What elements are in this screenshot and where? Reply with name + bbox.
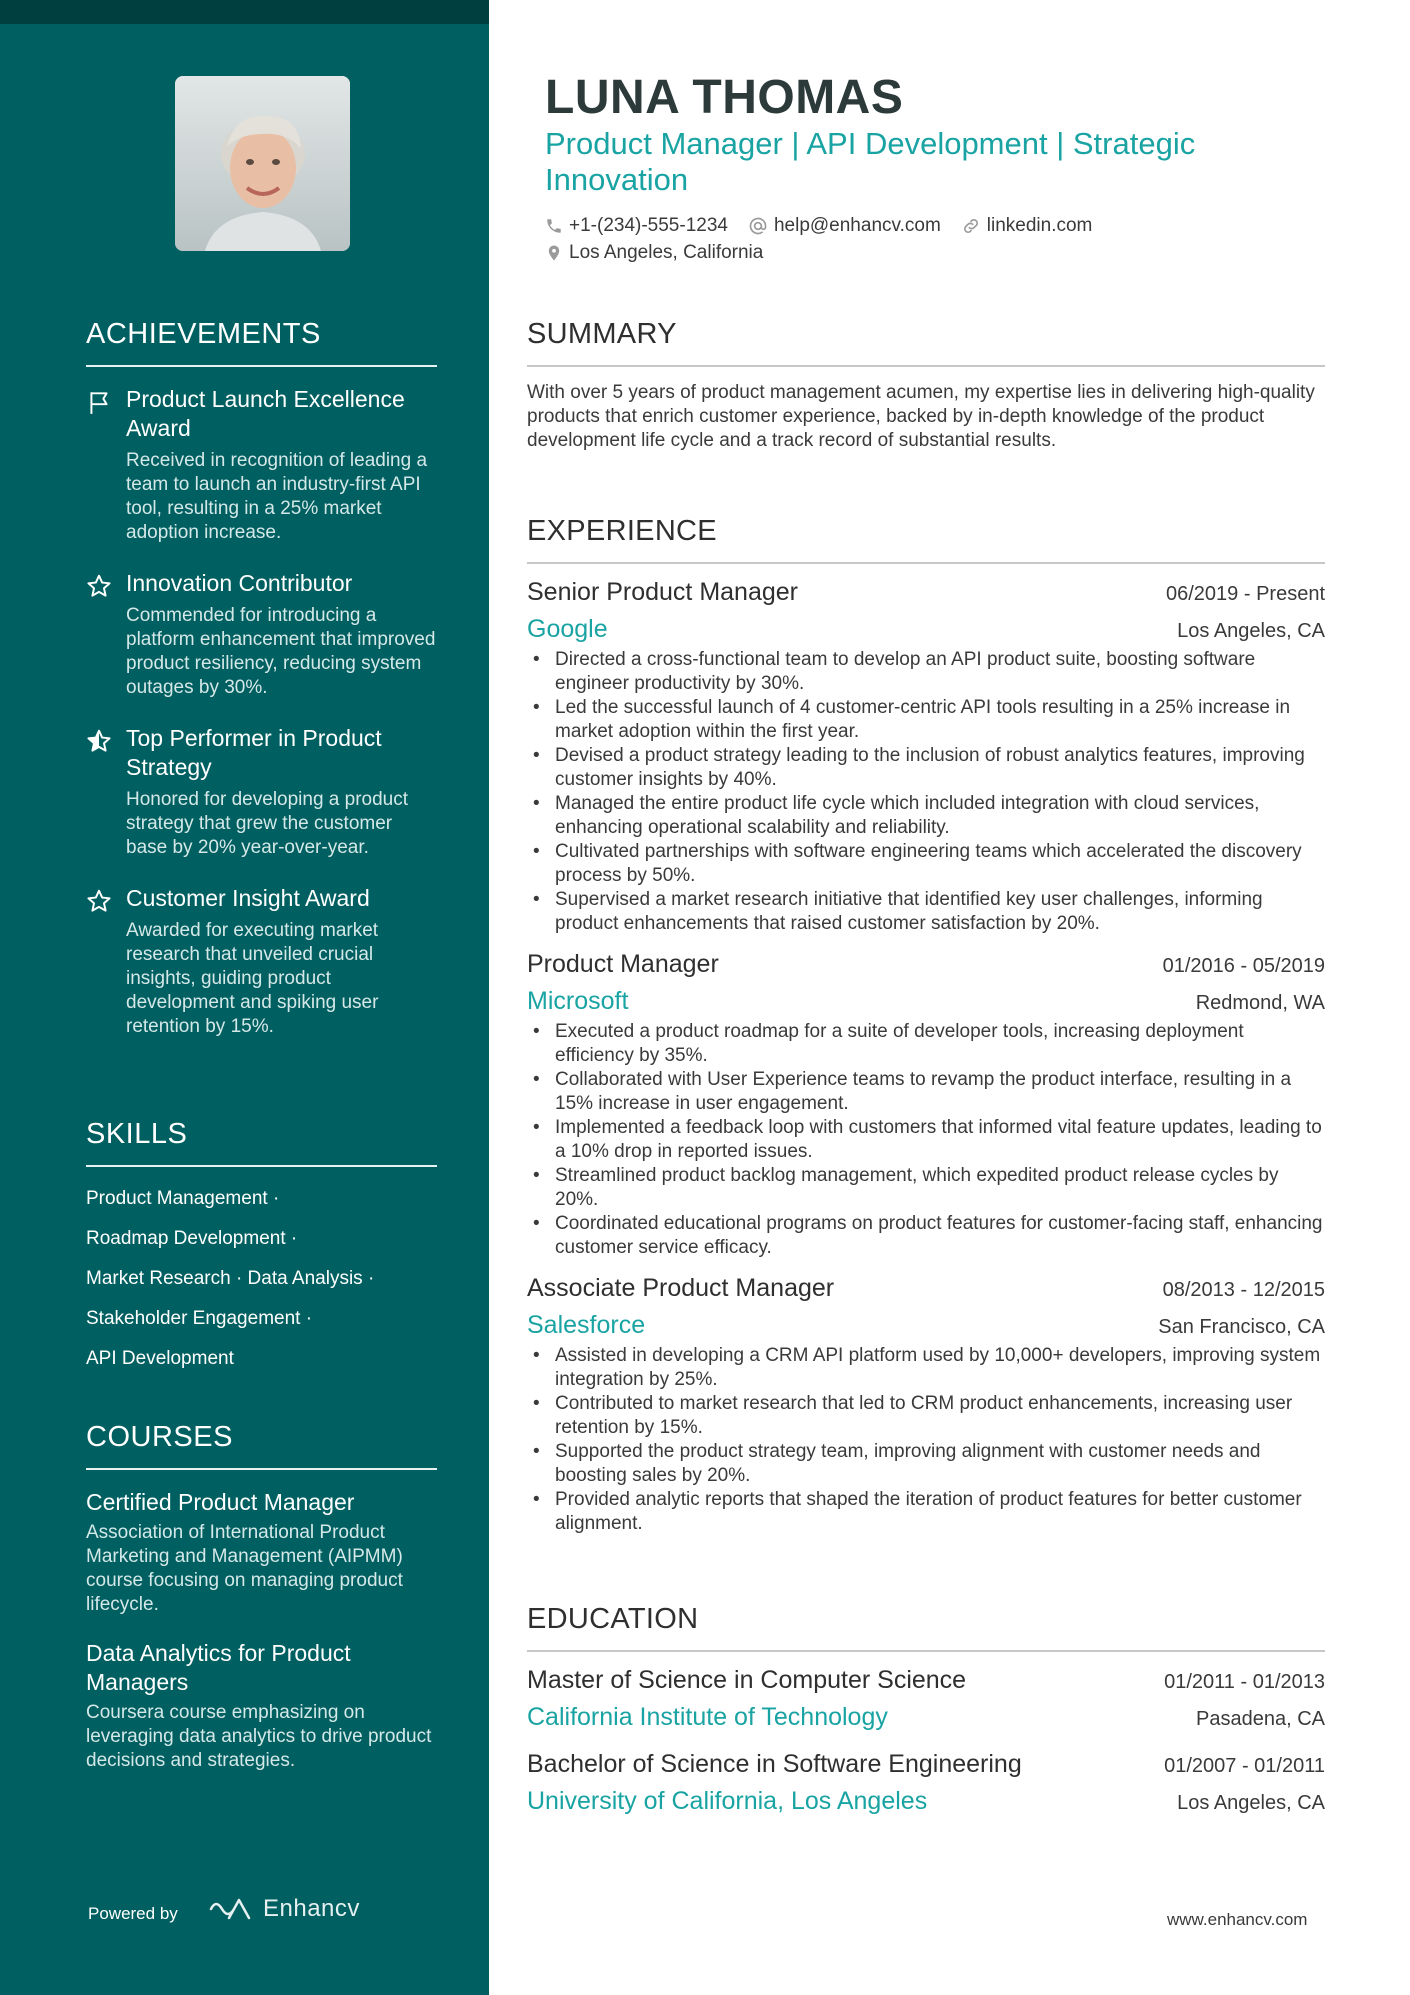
contact-row-1 <box>545 215 1112 237</box>
at-icon <box>748 216 768 236</box>
enhancv-logo-icon <box>207 1896 253 1922</box>
achievement-title: Top Performer in Product Strategy <box>126 725 382 780</box>
achievements-section <box>86 318 437 1063</box>
education-entry <box>527 1666 1325 1732</box>
contact-linkedin[interactable] <box>961 215 1093 237</box>
skill-item: Market Research · Data Analysis · <box>86 1268 375 1289</box>
achievement-title: Customer Insight Award <box>126 885 370 911</box>
contact-phone[interactable] <box>545 215 728 237</box>
job-company: Salesforce <box>527 1311 646 1339</box>
job-location: Los Angeles, CA <box>1177 620 1325 642</box>
education-location: Los Angeles, CA <box>1177 1792 1325 1814</box>
achievement-title: Product Launch Excellence Award <box>126 386 405 441</box>
skill-item: Product Management · <box>86 1188 280 1209</box>
course-description: Association of International Product Marketing and Management (AIPMM) course focusing on managing product lifecycle. <box>86 1522 403 1615</box>
job-title: Product Manager <box>527 950 719 978</box>
achievement-description: Honored for developing a product strategy that grew the customer base by 20% year-over-year. <box>126 789 409 858</box>
sidebar <box>0 0 489 1995</box>
job-bullet: • Streamlined product backlog management, which expedited product release cycles by 20%. <box>527 1164 1325 1212</box>
powered-by-label: Powered by <box>88 1904 178 1923</box>
email-text: help@enhancv.com <box>773 215 941 236</box>
skills-heading: SKILLS <box>86 1118 437 1167</box>
job-bullet: • Devised a product strategy leading to the inclusion of robust analytics features, improving customer insights by 40%. <box>527 744 1325 792</box>
job-company: Microsoft <box>527 987 629 1015</box>
job-title: Senior Product Manager <box>527 578 798 606</box>
job-company-row <box>527 615 1325 644</box>
education-section <box>527 1603 1325 1834</box>
course-item <box>86 1488 437 1617</box>
achievement-item <box>86 884 437 1039</box>
half-star-icon <box>86 728 112 754</box>
achievements-list <box>86 385 437 1039</box>
summary-heading: SUMMARY <box>527 318 1325 367</box>
job-bullet: • Supervised a market research initiative that identified key user challenges, informing product enhancements that raised customer satisfaction by 20%. <box>527 888 1325 936</box>
sidebar-top-bar <box>0 0 489 24</box>
education-header-row <box>527 1666 1325 1695</box>
course-title: Certified Product Manager <box>86 1489 355 1515</box>
education-school-row <box>527 1787 1325 1816</box>
job-bullet: • Assisted in developing a CRM API platform used by 10,000+ developers, improving system integration by 25%. <box>527 1344 1325 1392</box>
achievement-title: Innovation Contributor <box>126 570 353 596</box>
job-company: Google <box>527 615 608 643</box>
enhancv-brand-name: Enhancv <box>263 1895 360 1922</box>
job-entry <box>527 1274 1325 1536</box>
experience-section <box>527 515 1325 1550</box>
flag-icon <box>86 389 112 415</box>
education-dates: 01/2007 - 01/2011 <box>1164 1755 1325 1777</box>
job-header-row <box>527 1274 1325 1303</box>
job-bullet: • Managed the entire product life cycle which included integration with cloud services, enhancing operational scalability and reliability. <box>527 792 1325 840</box>
courses-list <box>86 1488 437 1773</box>
skill-item: Stakeholder Engagement · <box>86 1308 313 1329</box>
contact-location <box>545 242 763 264</box>
job-bullet: • Coordinated educational programs on product features for customer-facing staff, enhancing customer service efficacy. <box>527 1212 1325 1260</box>
enhancv-brand[interactable] <box>207 1895 360 1923</box>
education-dates: 01/2011 - 01/2013 <box>1164 1671 1325 1693</box>
phone-text: +1-(234)-555-1234 <box>569 215 728 236</box>
job-entry <box>527 950 1325 1260</box>
education-degree: Bachelor of Science in Software Engineering <box>527 1750 1022 1778</box>
job-bullet: • Supported the product strategy team, improving alignment with customer needs and boosting sales by 20%. <box>527 1440 1325 1488</box>
education-header-row <box>527 1750 1325 1779</box>
education-heading: EDUCATION <box>527 1603 1325 1652</box>
education-entry <box>527 1750 1325 1816</box>
location-text: Los Angeles, California <box>569 242 764 263</box>
education-school-row <box>527 1703 1325 1732</box>
job-bullet: • Provided analytic reports that shaped the iteration of product features for better customer alignment. <box>527 1488 1325 1536</box>
star-icon <box>86 573 112 599</box>
job-bullet: • Implemented a feedback loop with customers that informed vital feature updates, leading to a 10% drop in reported issues. <box>527 1116 1325 1164</box>
courses-section <box>86 1421 437 1795</box>
job-title: Associate Product Manager <box>527 1274 835 1302</box>
job-dates: 08/2013 - 12/2015 <box>1162 1279 1325 1301</box>
education-degree: Master of Science in Computer Science <box>527 1666 967 1694</box>
achievement-item <box>86 385 437 545</box>
courses-heading: COURSES <box>86 1421 437 1470</box>
job-company-row <box>527 1311 1325 1340</box>
job-location: San Francisco, CA <box>1158 1316 1325 1338</box>
job-location: Redmond, WA <box>1195 992 1325 1014</box>
summary-section <box>527 318 1325 453</box>
footer-url[interactable]: www.enhancv.com <box>1167 1910 1308 1929</box>
job-company-row <box>527 987 1325 1016</box>
achievement-item <box>86 569 437 700</box>
link-icon <box>961 216 981 236</box>
education-school: California Institute of Technology <box>527 1703 888 1731</box>
job-bullet: • Contributed to market research that led to CRM product enhancements, increasing user retention by 15%. <box>527 1392 1325 1440</box>
profile-photo <box>175 76 350 251</box>
education-list <box>527 1666 1325 1816</box>
candidate-headline: Product Manager | API Development | Strategic Innovation <box>545 126 1196 197</box>
job-entry <box>527 578 1325 936</box>
star-icon <box>86 888 112 914</box>
experience-heading: EXPERIENCE <box>527 515 1325 564</box>
skill-item: API Development <box>86 1348 234 1369</box>
linkedin-text: linkedin.com <box>986 215 1093 236</box>
job-bullet: • Executed a product roadmap for a suite of developer tools, increasing deployment efficiency by 35%. <box>527 1020 1325 1068</box>
job-bullets <box>527 648 1325 936</box>
candidate-name: LUNA THOMAS <box>545 71 904 124</box>
job-bullet: • Collaborated with User Experience teams to revamp the product interface, resulting in a 15% increase in user engagement. <box>527 1068 1325 1116</box>
achievement-description: Awarded for executing market research that unveiled crucial insights, guiding product development and spiking user retention by 15%. <box>126 920 379 1037</box>
job-bullets <box>527 1344 1325 1536</box>
achievement-description: Commended for introducing a platform enhancement that improved product resiliency, reducing system outages by 30%. <box>126 605 436 698</box>
skills-list <box>86 1179 437 1379</box>
skills-section <box>86 1118 437 1379</box>
achievement-item <box>86 724 437 860</box>
job-bullet: • Led the successful launch of 4 customer-centric API tools resulting in a 25% increase in market adoption within the first year. <box>527 696 1325 744</box>
contact-email[interactable] <box>748 215 941 237</box>
job-dates: 01/2016 - 05/2019 <box>1162 955 1325 977</box>
summary-text: With over 5 years of product management acumen, my expertise lies in delivering high-quality products that enrich customer experience, backed by in-depth knowledge of the product development life cycle and a track record of substantial results. <box>527 382 1315 451</box>
course-item <box>86 1639 437 1773</box>
skill-item: Roadmap Development · <box>86 1228 298 1249</box>
achievement-description: Received in recognition of leading a team to launch an industry-first API tool, resulting in a 25% market adoption increase. <box>126 450 428 543</box>
job-header-row <box>527 950 1325 979</box>
job-bullet: • Directed a cross-functional team to develop an API product suite, boosting software engineer productivity by 30%. <box>527 648 1325 696</box>
education-school: University of California, Los Angeles <box>527 1787 928 1815</box>
education-location: Pasadena, CA <box>1196 1708 1325 1730</box>
achievements-heading: ACHIEVEMENTS <box>86 318 437 367</box>
job-bullets <box>527 1020 1325 1260</box>
jobs-list <box>527 578 1325 1536</box>
location-pin-icon <box>545 243 563 263</box>
job-header-row <box>527 578 1325 607</box>
job-dates: 06/2019 - Present <box>1166 583 1325 605</box>
course-title: Data Analytics for Product Managers <box>86 1640 351 1695</box>
phone-icon <box>545 217 563 235</box>
job-bullet: • Cultivated partnerships with software engineering teams which accelerated the discovery process by 50%. <box>527 840 1325 888</box>
contact-row-2 <box>545 242 783 264</box>
course-description: Coursera course emphasizing on leveraging data analytics to drive product decisions and strategies. <box>86 1702 432 1771</box>
